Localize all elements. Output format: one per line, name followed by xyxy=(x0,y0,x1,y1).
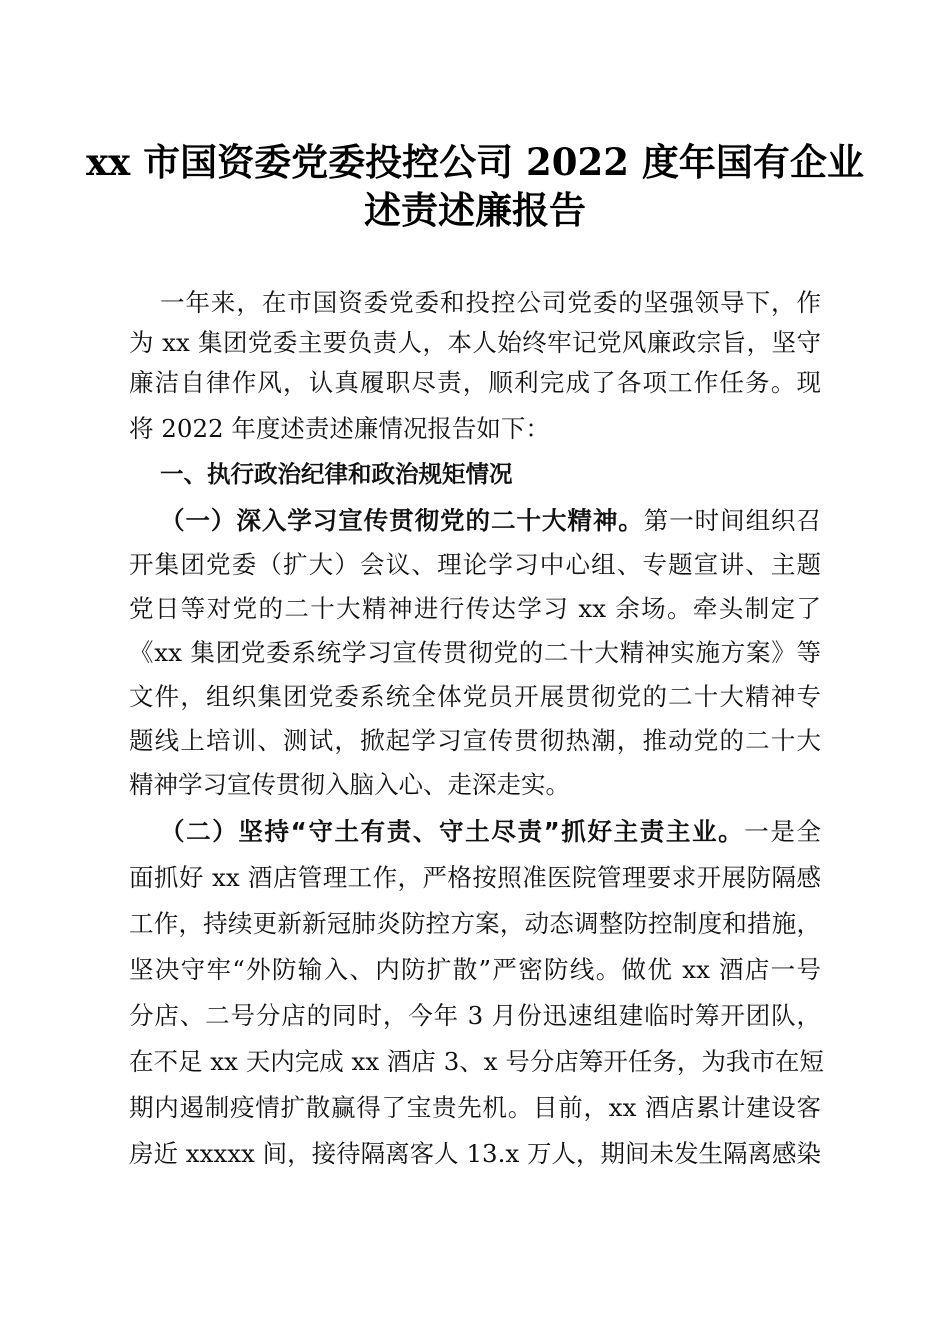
document-title-line-1: xx 市国资委党委投控公司 2022 度年国有企业 xyxy=(86,140,864,184)
item-2-line-5: 分店、二号分店的同时，今年 3 月份迅速组建临时筹开团队， xyxy=(129,1001,821,1030)
item-2-line-1-text: 一是全 xyxy=(744,817,822,846)
item-1-line-3: 党日等对党的二十大精神进行传达学习 xx 余场。牵头制定了 xyxy=(129,594,821,623)
document-title-line-2: 述责述廉报告 xyxy=(364,188,586,232)
item-2-line-6: 在不足 xx 天内完成 xx 酒店 3、x 号分店筹开任务，为我市在短 xyxy=(129,1047,824,1076)
item-1-line-5: 文件，组织集团党委系统全体党员开展贯彻党的二十大精神专 xyxy=(129,682,821,711)
item-1-line-2: 开集团党委（扩大）会议、理论学习中心组、专题宣讲、主题 xyxy=(129,550,821,579)
item-1-line-4: 《xx 集团党委系统学习宣传贯彻党的二十大精神实施方案》等 xyxy=(129,638,821,667)
item-2-line-7: 期内遏制疫情扩散赢得了宝贵先机。目前，xx 酒店累计建设客 xyxy=(129,1093,821,1122)
item-2-heading: （二）坚持“守土有责、守土尽责”抓好主责主业。 xyxy=(160,817,745,846)
item-1-line-7: 精神学习宣传贯彻入脑入心、走深走实。 xyxy=(129,770,570,799)
item-1-line-1-text: 第一时间组织召 xyxy=(643,506,822,535)
item-1-line-1 xyxy=(160,501,821,541)
item-1-line-6: 题线上培训、测试，掀起学习宣传贯彻热潮，推动党的二十大 xyxy=(129,726,821,755)
intro-line-3: 廉洁自律作风，认真履职尽责，顺利完成了各项工作任务。现 xyxy=(129,368,821,397)
intro-line-1: 一年来，在市国资委党委和投控公司党委的坚强领导下，作 xyxy=(160,288,821,317)
item-2-line-3: 工作，持续更新新冠肺炎防控方案，动态调整防控制度和措施， xyxy=(129,909,821,938)
intro-line-4: 将 2022 年度述责述廉情况报告如下： xyxy=(129,414,550,443)
intro-line-2: 为 xx 集团党委主要负责人，本人始终牢记党风廉政宗旨，坚守 xyxy=(129,328,821,357)
item-1-heading: （一）深入学习宣传贯彻党的二十大精神。 xyxy=(160,506,644,535)
item-2-line-1 xyxy=(160,812,821,852)
section-1-heading: 一、执行政治纪律和政治规矩情况 xyxy=(160,460,513,488)
item-2-line-2: 面抓好 xx 酒店管理工作，严格按照准医院管理要求开展防隔感 xyxy=(129,863,821,892)
item-2-line-4: 坚决守牢“外防输入、内防扩散”严密防线。做优 xx 酒店一号 xyxy=(129,955,821,984)
item-2-line-8: 房近 xxxxx 间，接待隔离客人 13.x 万人，期间未发生隔离感染 xyxy=(129,1139,822,1168)
